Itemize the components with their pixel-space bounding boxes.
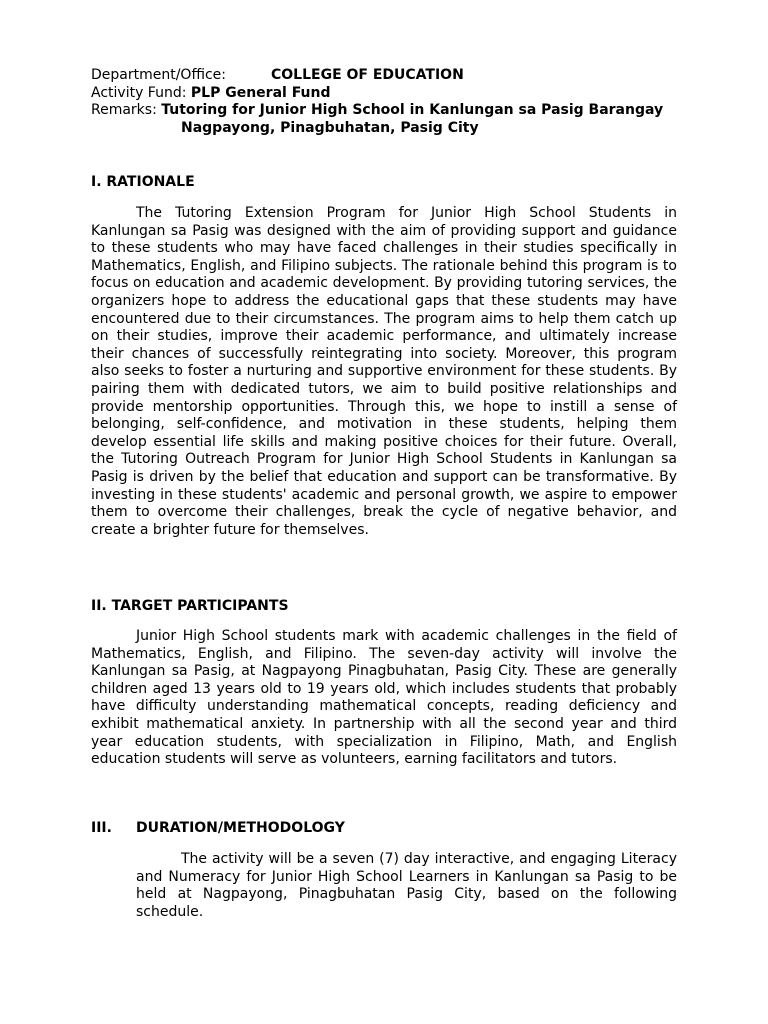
duration-heading: DURATION/METHODOLOGY (136, 820, 345, 836)
remarks-value-2: Nagpayong, Pinagbuhatan, Pasig City (181, 119, 479, 136)
document-header (91, 67, 677, 137)
fund-label: Activity Fund: (91, 84, 187, 101)
rationale-body: The Tutoring Extension Program for Junior High School Students in Kanlungan sa Pasig was designed with the aim of providing support and guidance to these students who may have faced challenges in their studies specifically in Mathematics, English, and Filipino subjects. The rationale behind this program is to focus on education and academic development. By providing tutoring services, the organizers hope to address the educational gaps that these students may have encountered due to their circumstances. The program aims to help them catch up on their studies, improve their academic performance, and ultimately increase their chances of successfully reintegrating into society. Moreover, this program also seeks to foster a nurturing and supportive environment for these students. By pairing them with dedicated tutors, we aim to build positive relationships and provide mentorship opportunities. Through this, we hope to instill a sense of belonging, self-confidence, and motivation in these students, helping them develop essential life skills and making positive choices for their future. Overall, the Tutoring Outreach Program for Junior High School Students in Kanlungan sa Pasig is driven by the belief that education and support can be transformative. By investing in these students' academic and personal growth, we aspire to empower them to overcome their challenges, break the cycle of negative behavior, and create a brighter future for themselves. (91, 205, 677, 538)
remarks-label: Remarks: (91, 102, 157, 119)
duration-number: III. (91, 820, 112, 836)
fund-value: PLP General Fund (190, 84, 331, 101)
fund-line (91, 85, 677, 103)
remarks-value: Tutoring for Junior High School in Kanlungan sa Pasig Barangay (161, 102, 664, 119)
remarks-line-2 (181, 120, 677, 138)
duration-heading-line (91, 820, 345, 838)
department-line (91, 67, 677, 85)
rationale-heading: I. RATIONALE (91, 174, 195, 190)
department-value: COLLEGE OF EDUCATION (271, 67, 464, 83)
duration-body: The activity will be a seven (7) day interactive, and engaging Literacy and Numeracy for Junior High School Learners in Kanlungan sa Pasig to be held at Nagpayong, Pinagbuhatan Pasig City, based on the following schedule. (136, 851, 677, 920)
participants-heading: II. TARGET PARTICIPANTS (91, 598, 289, 614)
department-label: Department/Office: (91, 67, 227, 83)
participants-body: Junior High School students mark with academic challenges in the field of Mathematics, English, and Filipino. The seven-day activity will involve the Kanlungan sa Pasig, at Nagpayong Pinagbuhatan, Pasig City. These are generally children aged 13 years old to 19 years old, which includes students that probably have difficulty understanding mathematical concepts, reading deficiency and exhibit mathematical anxiety. In partnership with all the second year and third year education students, with specialization in Filipino, Math, and English education students will serve as volunteers, earning facilitators and tutors. (91, 628, 677, 768)
remarks-line (91, 102, 677, 120)
